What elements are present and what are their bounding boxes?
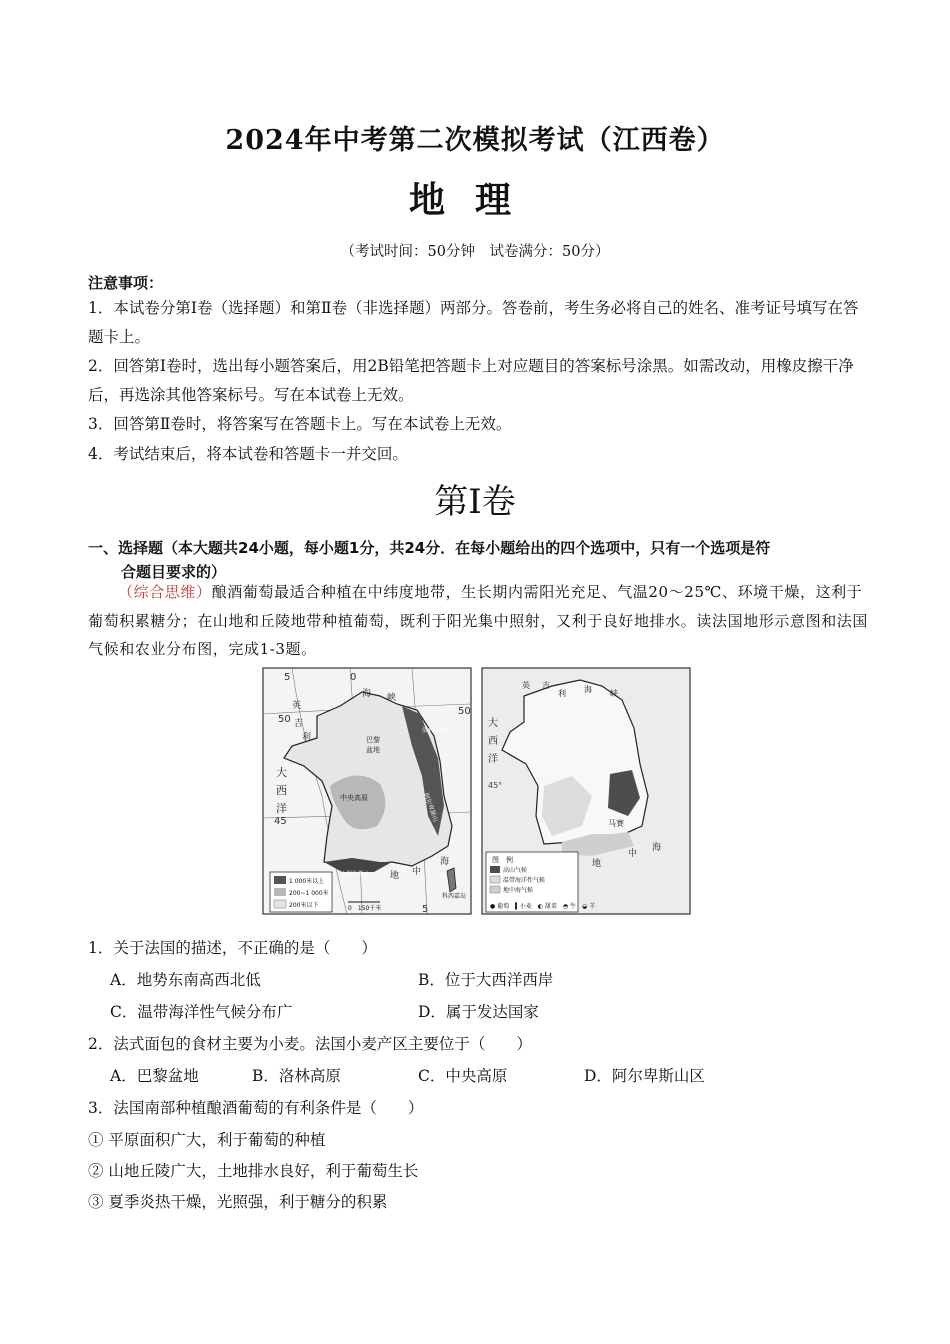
question-stem: 1．关于法国的描述，不正确的是（ ） (88, 939, 377, 957)
svg-text:海: 海 (362, 689, 372, 699)
svg-text:0 150千米: 0 150千米 (348, 905, 382, 912)
svg-text:英: 英 (292, 701, 302, 711)
svg-text:比利牛斯山: 比利牛斯山 (340, 871, 371, 878)
svg-text:45: 45 (274, 816, 287, 827)
svg-text:200~1 000米: 200~1 000米 (289, 890, 329, 897)
notes-heading: 注意事项： (88, 274, 164, 292)
svg-text:洋: 洋 (488, 754, 498, 765)
terrain-map (263, 668, 471, 915)
note-item: 4．考试结束后，将本试卷和答题卡一并交回。 (88, 445, 408, 463)
question-intro (88, 578, 868, 664)
climate-agriculture-map (482, 668, 690, 914)
svg-text:吉: 吉 (542, 681, 550, 690)
statement-item: ③ 夏季炎热干燥，光照强，利于糖分的积累 (88, 1193, 388, 1211)
svg-text:英: 英 (522, 681, 530, 690)
option-d[interactable]: D．属于发达国家 (418, 1003, 539, 1021)
option-a[interactable]: A．地势东南高西北低 (110, 971, 261, 989)
france-maps-figure (262, 666, 692, 918)
svg-text:温带海洋性气候: 温带海洋性气候 (503, 877, 546, 884)
svg-text:巴黎: 巴黎 (366, 736, 380, 744)
svg-text:洛林高原: 洛林高原 (422, 727, 447, 734)
svg-text:中: 中 (412, 867, 422, 877)
svg-text:西: 西 (488, 736, 498, 747)
question-stem: 2．法式面包的食材主要为小麦。法国小麦产区主要位于（ ） (88, 1035, 532, 1053)
svg-text:50: 50 (458, 706, 471, 717)
volume-title: 第Ⅰ卷 (434, 482, 516, 522)
svg-text:马赛: 马赛 (608, 819, 624, 828)
svg-text:50: 50 (278, 714, 291, 725)
svg-text:200米以下: 200米以下 (289, 902, 319, 909)
section-heading (88, 536, 878, 584)
note-item: 2．回答第Ⅰ卷时，选出每小题答案后，用2B铅笔把答题卡上对应题目的答案标号涂黑。如需改动，用橡皮擦干净后，再选涂其他答案标号。写在本试卷上无效。 (88, 357, 854, 404)
subject-title: 地理 (408, 179, 541, 221)
svg-text:海: 海 (584, 685, 592, 694)
svg-text:地中海气候: 地中海气候 (503, 887, 534, 894)
svg-text:5: 5 (284, 672, 291, 683)
statement-item: ② 山地丘陵广大，土地排水良好，利于葡萄生长 (88, 1162, 419, 1180)
option-c[interactable]: C．中央高原 (418, 1067, 508, 1085)
note-item: 3．回答第Ⅱ卷时，将答案写在答题卡上。写在本试卷上无效。 (88, 415, 512, 433)
svg-text:吉: 吉 (294, 719, 304, 729)
svg-text:峡: 峡 (610, 689, 618, 698)
svg-text:利: 利 (302, 733, 312, 743)
svg-text:0: 0 (350, 672, 357, 683)
svg-text:5: 5 (422, 904, 429, 915)
intro-text: 酿酒葡萄最适合种植在中纬度地带，生长期内需阳光充足、气温20～25℃、环境干燥，这利于葡萄积累糖分；在山地和丘陵地带种植葡萄，既利于阳光集中照射，又利于良好地排水。读法国地形示意图和法国气候和农业分布图，完成1-3题。 (88, 583, 869, 658)
svg-text:阿尔卑斯山: 阿尔卑斯山 (422, 792, 439, 823)
svg-text:中央高原: 中央高原 (340, 794, 368, 802)
svg-text:1 000米以上: 1 000米以上 (289, 878, 325, 885)
svg-text:大: 大 (488, 718, 498, 729)
svg-text:利: 利 (558, 689, 566, 698)
svg-text:● 葡萄 ▍小麦 ◐ 甜菜 ◓ 牛 ◒ 羊: ● 葡萄 ▍小麦 ◐ 甜菜 ◓ 牛 ◒ 羊 (490, 903, 596, 910)
svg-text:科西嘉岛: 科西嘉岛 (442, 893, 467, 900)
option-d[interactable]: D．阿尔卑斯山区 (584, 1067, 705, 1085)
svg-text:地: 地 (390, 871, 400, 881)
option-c[interactable]: C．温带海洋性气候分布广 (110, 1003, 293, 1021)
svg-text:海: 海 (440, 857, 450, 867)
section-heading-line1: 一、选择题（本大题共24小题，每小题1分，共24分．在每小题给出的四个选项中，只有一个选项是符 (88, 539, 771, 557)
statement-item: ① 平原面积广大，利于葡萄的种植 (88, 1131, 326, 1149)
note-item: 1．本试卷分第Ⅰ卷（选择题）和第Ⅱ卷（非选择题）两部分。答卷前，考生务必将自己的姓名、准考证号填写在答题卡上。 (88, 299, 859, 346)
option-b[interactable]: B．洛林高原 (252, 1067, 341, 1085)
svg-text:高山气候: 高山气候 (503, 867, 528, 874)
option-b[interactable]: B．位于大西洋西岸 (418, 971, 554, 989)
question-stem: 3．法国南部种植酿酒葡萄的有利条件是（ ） (88, 1099, 424, 1117)
exam-title: 2024年中考第二次模拟考试（江西卷） (225, 125, 725, 156)
svg-text:中: 中 (628, 849, 638, 859)
svg-text:地: 地 (592, 859, 602, 869)
section-heading-line2: 合题目要求的） (121, 563, 227, 581)
exam-info: （考试时间：50分钟 试卷满分：50分） (340, 244, 610, 260)
svg-text:海: 海 (652, 843, 662, 853)
svg-text:大: 大 (276, 766, 287, 779)
option-a[interactable]: A．巴黎盆地 (110, 1067, 199, 1085)
intro-tag: （综合思维） (118, 583, 212, 601)
svg-text:45°: 45° (488, 781, 503, 790)
svg-text:盆地: 盆地 (366, 746, 380, 754)
svg-text:西: 西 (276, 784, 287, 797)
svg-text:峡: 峡 (387, 693, 397, 703)
svg-text:图 例: 图 例 (492, 856, 513, 864)
svg-text:洋: 洋 (276, 802, 287, 815)
